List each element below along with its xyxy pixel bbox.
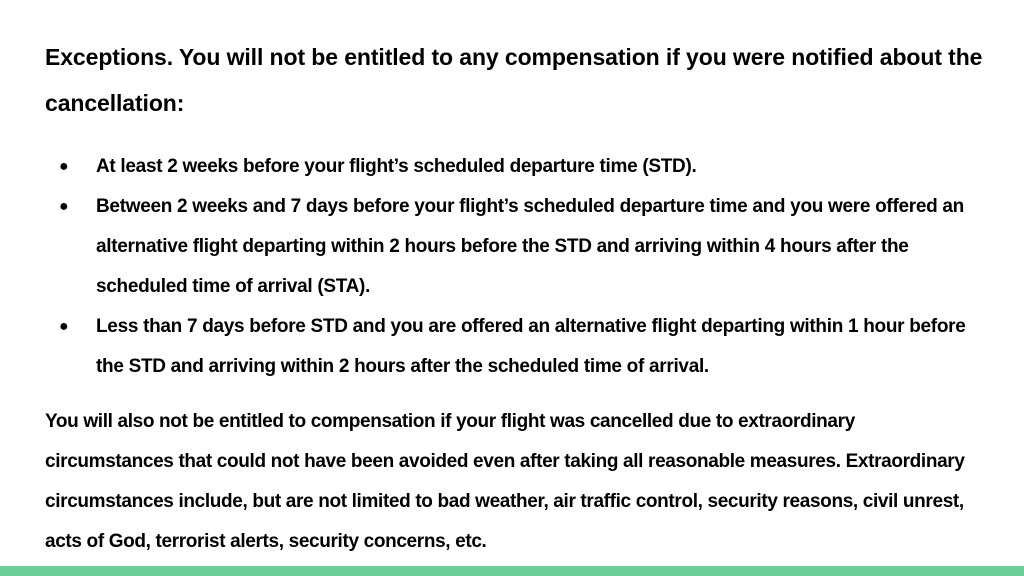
list-item [45, 187, 985, 307]
list-item-text: Between 2 weeks and 7 days before your flight’s scheduled departure time and you were offered an alternative flight departing within 2 hours before the STD and arriving within 4 hours after the scheduled time of arrival (STA). [96, 196, 964, 297]
list-item [45, 307, 985, 387]
list-item [45, 147, 985, 187]
bullet-icon: ● [59, 318, 69, 335]
bullet-icon: ● [59, 198, 69, 215]
slide-heading: Exceptions. You will not be entitled to any compensation if you were notified about the cancellation: [45, 44, 983, 116]
list-item-text: Less than 7 days before STD and you are offered an alternative flight departing within 1 hour before the STD and arriving within 2 hours after the scheduled time of arrival. [96, 316, 966, 377]
exceptions-list [45, 147, 985, 387]
accent-bar [0, 566, 1024, 576]
closing-paragraph: You will also not be entitled to compensation if your flight was cancelled due to extraordinary circumstances that could not have been avoided even after taking all reasonable measures. Extraordinary circumstances include, but are not limited to bad weather, air traffic control, security reasons, civil unrest, acts of God, terrorist alerts, security concerns, etc. [45, 411, 965, 552]
bullet-icon: ● [59, 158, 69, 175]
list-item-text: At least 2 weeks before your flight’s scheduled departure time (STD). [96, 156, 697, 177]
